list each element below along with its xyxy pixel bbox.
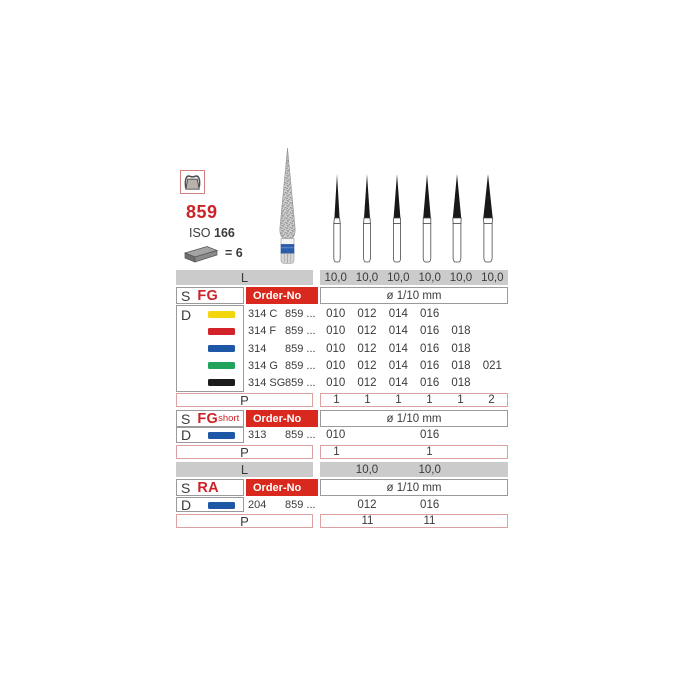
value-cell: 10,0	[449, 271, 473, 284]
order-prefix: 859 ...	[285, 498, 316, 511]
diameter-letter: D	[181, 496, 192, 513]
tooth-icon	[180, 170, 205, 194]
value-cell: 1	[364, 394, 371, 406]
value-cell: 014	[388, 377, 408, 390]
grit-band-green	[208, 362, 235, 369]
grit-band-blue	[208, 432, 235, 439]
shank-code: 313	[248, 429, 267, 441]
value-cell: 014	[388, 359, 408, 372]
grit-column-fg-short	[176, 427, 244, 443]
shank-type-sub-label: short	[218, 413, 240, 424]
value-cell: 010	[326, 377, 346, 390]
shank-code: 314 SG	[248, 377, 286, 390]
value-cell: 10,0	[418, 463, 441, 476]
diameter-values-fg	[320, 305, 508, 392]
value-cell: 010	[326, 307, 346, 320]
value-cell: 10,0	[418, 271, 441, 284]
value-cell: 016	[420, 359, 440, 372]
value-cell: 1	[333, 394, 340, 406]
value-cell: 012	[357, 377, 377, 390]
diameter-unit-label: ø 1/10 mm	[386, 481, 442, 494]
length-row-values	[320, 270, 508, 285]
pack-row-label	[176, 393, 313, 407]
shank-type-label: RA	[197, 479, 219, 496]
pack-row-values	[320, 445, 508, 459]
grit-band-blue	[208, 345, 235, 352]
pack-row-values	[320, 393, 508, 407]
value-cell: 016	[420, 377, 440, 390]
order-row	[248, 340, 320, 357]
grit-band-black	[208, 379, 235, 386]
order-prefix: 859 ...	[285, 342, 316, 355]
grit-band-blue	[208, 502, 235, 509]
value-cell: 10,0	[324, 271, 347, 284]
pack-letter: P	[240, 444, 249, 460]
diameter-header	[320, 479, 508, 496]
bur-silhouette	[477, 171, 499, 271]
value-cell: 018	[451, 377, 471, 390]
bur-silhouette	[446, 171, 468, 271]
length-row-label	[176, 270, 313, 285]
value-cell: 014	[388, 307, 408, 320]
value-cell: 012	[357, 498, 377, 511]
value-cell: 1	[457, 394, 464, 406]
pack-row-label	[176, 514, 313, 528]
shank-type-label: FG	[197, 410, 219, 427]
value-cell: 016	[420, 498, 440, 511]
value-cell: 016	[420, 307, 440, 320]
grit-band-yellow	[208, 311, 235, 318]
order-row	[248, 305, 320, 322]
shank-type-fg	[176, 287, 244, 304]
value-cell: 010	[326, 429, 346, 441]
pack-letter: P	[240, 513, 249, 529]
shank-code: 314	[248, 342, 267, 355]
value-cell: 014	[388, 342, 408, 355]
length-label: L	[240, 270, 249, 285]
length-row-values	[320, 462, 508, 477]
order-no-header: Order-No	[246, 287, 318, 304]
shank-code: 204	[248, 498, 267, 511]
value-cell: 014	[388, 325, 408, 338]
shank-type-fg-short	[176, 410, 244, 427]
order-prefix: 859 ...	[285, 325, 316, 338]
diameter-unit-label: ø 1/10 mm	[386, 289, 442, 302]
bur-silhouette	[356, 171, 378, 271]
grit-band-red	[208, 328, 235, 335]
shank-letter: S	[181, 479, 191, 496]
value-cell: 1	[426, 394, 433, 406]
iso-number: 166	[214, 226, 235, 240]
value-cell: 018	[451, 342, 471, 355]
order-row	[248, 322, 320, 339]
shank-type-label: FG	[197, 287, 219, 304]
value-cell: 012	[357, 307, 377, 320]
order-row	[248, 375, 320, 392]
value-cell: 2	[488, 394, 495, 406]
value-cell: 010	[326, 359, 346, 372]
grit-column-ra	[176, 497, 244, 512]
value-cell: 10,0	[481, 271, 504, 284]
shank-letter: S	[181, 410, 191, 427]
grit-column	[176, 305, 244, 392]
shank-code: 314 C	[248, 307, 278, 320]
value-cell: 018	[451, 325, 471, 338]
value-cell: 10,0	[355, 271, 379, 284]
shank-type-ra	[176, 479, 244, 496]
value-cell: 012	[357, 359, 377, 372]
iso-label: ISO	[189, 226, 211, 240]
value-cell: 10,0	[355, 463, 379, 476]
value-cell: 010	[326, 325, 346, 338]
value-cell: 012	[357, 342, 377, 355]
value-cell: 1	[395, 394, 402, 406]
value-cell: 11	[361, 515, 374, 527]
order-row	[248, 497, 320, 512]
value-cell: 012	[357, 325, 377, 338]
diamond-bur-illustration	[271, 147, 304, 270]
value-cell: 11	[423, 515, 436, 527]
order-prefix: 859 ...	[285, 377, 316, 390]
value-cell: 018	[451, 359, 471, 372]
pack-quantity: = 6	[225, 246, 243, 260]
shank-code: 314 G	[248, 359, 278, 372]
order-no-header: Order-No	[246, 410, 318, 427]
order-row	[248, 357, 320, 374]
value-cell: 016	[420, 342, 440, 355]
bur-silhouette	[326, 171, 348, 271]
diameter-unit-label: ø 1/10 mm	[386, 412, 442, 425]
value-cell: 010	[326, 342, 346, 355]
diameter-letter: D	[181, 307, 192, 323]
pack-letter: P	[240, 392, 249, 408]
order-prefix: 859 ...	[285, 429, 316, 441]
iso-code	[189, 226, 235, 240]
diameter-values-ra	[320, 497, 508, 512]
diameter-letter: D	[181, 427, 192, 443]
shank-letter: S	[181, 287, 191, 304]
value-cell: 1	[426, 446, 433, 458]
diameter-values-fg-short	[320, 427, 508, 443]
value-cell: 016	[420, 429, 440, 441]
package-box-icon	[182, 244, 220, 263]
product-number: 859	[186, 202, 218, 222]
pack-row-label	[176, 445, 313, 459]
diameter-header	[320, 410, 508, 427]
order-numbers-fg	[248, 305, 320, 392]
shank-code: 314 F	[248, 325, 277, 338]
length-label: L	[240, 462, 249, 477]
diameter-header	[320, 287, 508, 304]
order-no-header: Order-No	[246, 479, 318, 496]
order-prefix: 859 ...	[285, 307, 316, 320]
order-row	[248, 427, 320, 443]
value-cell: 021	[482, 359, 502, 372]
order-prefix: 859 ...	[285, 359, 316, 372]
length-row-label	[176, 462, 313, 477]
bur-silhouette	[386, 171, 408, 271]
pack-row-values	[320, 514, 508, 528]
value-cell: 016	[420, 325, 440, 338]
bur-silhouette	[416, 171, 438, 271]
value-cell: 1	[333, 446, 340, 458]
value-cell: 10,0	[387, 271, 410, 284]
